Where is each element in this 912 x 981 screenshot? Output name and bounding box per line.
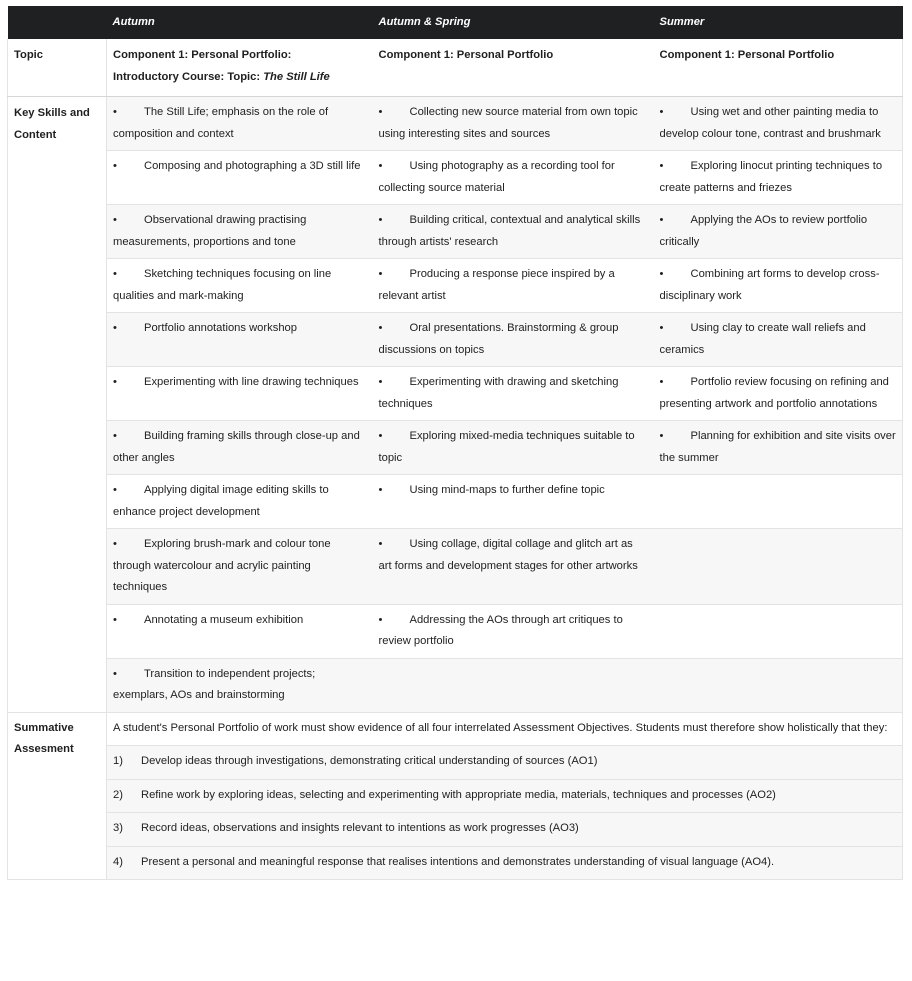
skill-cell bbox=[107, 421, 373, 475]
ao-text: Refine work by exploring ideas, selecting and experimenting with appropriate media, materials, techniques and processes (AO2) bbox=[141, 788, 776, 801]
summative-intro: A student's Personal Portfolio of work must show evidence of all four interrelated Assessment Objectives. Students must therefore show holistically that they: bbox=[107, 712, 903, 746]
skill-text: Using clay to create wall reliefs and ceramics bbox=[659, 322, 866, 356]
skill-row bbox=[8, 259, 903, 313]
skill-cell bbox=[373, 475, 654, 529]
header-summer: Summer bbox=[659, 15, 705, 28]
skill-text: Using wet and other painting media to develop colour tone, contrast and brushmark bbox=[659, 106, 881, 140]
skill-cell bbox=[373, 151, 654, 205]
topic-autumn-line1: Component 1: Personal Portfolio: bbox=[113, 49, 292, 61]
skill-cell bbox=[373, 658, 654, 712]
bullet-icon: • bbox=[659, 160, 664, 172]
header-empty bbox=[8, 6, 107, 39]
skill-cell bbox=[373, 205, 654, 259]
assessment-objective-row bbox=[8, 779, 903, 813]
bullet-icon: • bbox=[378, 430, 383, 442]
skill-cell bbox=[373, 529, 654, 605]
skill-cell bbox=[107, 475, 373, 529]
skill-row bbox=[8, 475, 903, 529]
skill-text: Experimenting with drawing and sketching techniques bbox=[378, 376, 619, 410]
skill-cell bbox=[654, 529, 903, 605]
skill-text: Oral presentations. Brainstorming & group discussions on topics bbox=[378, 322, 619, 356]
skill-cell bbox=[654, 97, 903, 151]
summative-label: Summative Assesment bbox=[8, 712, 107, 880]
bullet-icon: • bbox=[113, 160, 117, 172]
skill-cell bbox=[107, 658, 373, 712]
skill-cell bbox=[107, 529, 373, 605]
skill-text: Addressing the AOs through art critiques to review portfolio bbox=[378, 613, 623, 647]
topic-autumn-line2: Introductory Course: Topic: bbox=[113, 70, 264, 83]
skill-cell bbox=[373, 97, 654, 151]
bullet-icon: • bbox=[378, 214, 383, 226]
topic-autumn bbox=[107, 39, 373, 97]
bullet-icon: • bbox=[659, 376, 664, 388]
bullet-icon: • bbox=[378, 160, 383, 172]
skill-text: Building framing skills through close-up and other angles bbox=[113, 430, 360, 464]
ao-number: 4) bbox=[113, 855, 123, 868]
assessment-objective bbox=[107, 779, 903, 813]
curriculum-table-container bbox=[7, 6, 902, 880]
skill-text: Sketching techniques focusing on line qualities and mark-making bbox=[113, 268, 332, 302]
skill-row bbox=[8, 205, 903, 259]
bullet-icon: • bbox=[113, 613, 117, 626]
assessment-objective-row bbox=[8, 813, 903, 847]
skill-text: The Still Life; emphasis on the role of composition and context bbox=[113, 106, 329, 140]
skill-cell bbox=[373, 313, 654, 367]
skill-cell bbox=[107, 313, 373, 367]
skill-text: Combining art forms to develop cross-disciplinary work bbox=[659, 268, 880, 302]
skill-cell bbox=[654, 205, 903, 259]
skill-cell bbox=[654, 475, 903, 529]
bullet-icon: • bbox=[113, 322, 117, 334]
topic-autumn-spring: Component 1: Personal Portfolio bbox=[373, 39, 654, 97]
skill-cell bbox=[107, 259, 373, 313]
header-autumn-spring: Autumn & Spring bbox=[378, 15, 471, 28]
skill-cell bbox=[107, 97, 373, 151]
skill-cell bbox=[654, 259, 903, 313]
assessment-objective-row bbox=[8, 746, 903, 780]
curriculum-table bbox=[7, 6, 903, 880]
skill-cell bbox=[373, 259, 654, 313]
skill-text: Portfolio review focusing on refining and presenting artwork and portfolio annotations bbox=[659, 376, 889, 410]
bullet-icon: • bbox=[378, 268, 383, 280]
skill-text: Using collage, digital collage and glitch art as art forms and development stages for other artworks bbox=[378, 538, 638, 572]
skill-text: Exploring brush-mark and colour tone through watercolour and acrylic painting techniques bbox=[113, 538, 331, 593]
bullet-icon: • bbox=[378, 613, 383, 626]
bullet-icon: • bbox=[113, 484, 117, 496]
skill-text: Using photography as a recording tool for collecting source material bbox=[378, 160, 615, 194]
skill-cell bbox=[654, 151, 903, 205]
bullet-icon: • bbox=[113, 430, 117, 442]
bullet-icon: • bbox=[113, 376, 117, 388]
bullet-icon: • bbox=[113, 106, 117, 118]
skill-row bbox=[8, 151, 903, 205]
summative-intro-row bbox=[8, 712, 903, 746]
skill-text: Exploring mixed-media techniques suitable to topic bbox=[378, 430, 635, 464]
assessment-objective bbox=[107, 746, 903, 780]
skill-cell bbox=[373, 367, 654, 421]
skill-text: Experimenting with line drawing techniques bbox=[144, 376, 359, 388]
skill-row bbox=[8, 367, 903, 421]
skill-text: Observational drawing practising measurements, proportions and tone bbox=[113, 214, 307, 248]
ao-number: 2) bbox=[113, 788, 123, 801]
table-header-row bbox=[8, 6, 903, 39]
skill-text: Collecting new source material from own topic using interesting sites and sources bbox=[378, 106, 638, 140]
bullet-icon: • bbox=[113, 214, 117, 226]
ao-text: Record ideas, observations and insights relevant to intentions as work progresses (AO3) bbox=[141, 822, 579, 834]
bullet-icon: • bbox=[659, 268, 664, 280]
skill-row bbox=[8, 604, 903, 658]
skill-cell bbox=[107, 205, 373, 259]
bullet-icon: • bbox=[378, 484, 383, 496]
skill-text: Exploring linocut printing techniques to create patterns and friezes bbox=[659, 160, 883, 194]
skill-row bbox=[8, 313, 903, 367]
bullet-icon: • bbox=[659, 430, 664, 442]
skill-text: Applying the AOs to review portfolio critically bbox=[659, 214, 868, 248]
skill-row bbox=[8, 421, 903, 475]
bullet-icon: • bbox=[378, 538, 383, 550]
skill-cell bbox=[107, 151, 373, 205]
bullet-icon: • bbox=[378, 106, 383, 118]
assessment-objective-row bbox=[8, 846, 903, 880]
skill-cell bbox=[107, 367, 373, 421]
assessment-objective bbox=[107, 813, 903, 847]
assessment-objective bbox=[107, 846, 903, 880]
skill-cell bbox=[373, 421, 654, 475]
header-autumn: Autumn bbox=[112, 15, 155, 28]
ao-text: Develop ideas through investigations, demonstrating critical understanding of sources (AO1) bbox=[141, 755, 598, 767]
topic-autumn-still-life: The Still Life bbox=[263, 70, 330, 83]
skill-text: Composing and photographing a 3D still life bbox=[144, 160, 361, 172]
bullet-icon: • bbox=[659, 214, 664, 226]
bullet-icon: • bbox=[659, 322, 664, 334]
skill-text: Transition to independent projects; exemplars, AOs and brainstorming bbox=[113, 667, 316, 701]
skill-text: Planning for exhibition and site visits over the summer bbox=[659, 430, 896, 464]
topic-label: Topic bbox=[8, 39, 107, 97]
bullet-icon: • bbox=[113, 268, 117, 280]
skill-cell bbox=[654, 367, 903, 421]
skill-text: Using mind-maps to further define topic bbox=[409, 484, 605, 496]
skill-row bbox=[8, 658, 903, 712]
skill-cell bbox=[654, 313, 903, 367]
ao-number: 3) bbox=[113, 822, 123, 834]
bullet-icon: • bbox=[113, 538, 117, 550]
skill-text: Producing a response piece inspired by a relevant artist bbox=[378, 268, 615, 302]
skill-row bbox=[8, 97, 903, 151]
skill-cell bbox=[654, 604, 903, 658]
skill-row bbox=[8, 529, 903, 605]
skill-cell bbox=[373, 604, 654, 658]
skill-cell bbox=[107, 604, 373, 658]
bullet-icon: • bbox=[659, 106, 664, 118]
skill-text: Applying digital image editing skills to enhance project development bbox=[113, 484, 329, 518]
bullet-icon: • bbox=[113, 667, 117, 680]
topic-row bbox=[8, 39, 903, 97]
ao-text: Present a personal and meaningful response that realises intentions and demonstrates understanding of visual language (AO4). bbox=[141, 855, 775, 868]
skill-text: Building critical, contextual and analytical skills through artists' research bbox=[378, 214, 641, 248]
bullet-icon: • bbox=[378, 322, 383, 334]
skill-text: Annotating a museum exhibition bbox=[144, 613, 304, 626]
skill-cell bbox=[654, 421, 903, 475]
ao-number: 1) bbox=[113, 755, 123, 767]
topic-summer: Component 1: Personal Portfolio bbox=[654, 39, 903, 97]
bullet-icon: • bbox=[378, 376, 383, 388]
skill-cell bbox=[654, 658, 903, 712]
key-skills-label: Key Skills and Content bbox=[8, 97, 107, 713]
skill-text: Portfolio annotations workshop bbox=[144, 322, 297, 334]
